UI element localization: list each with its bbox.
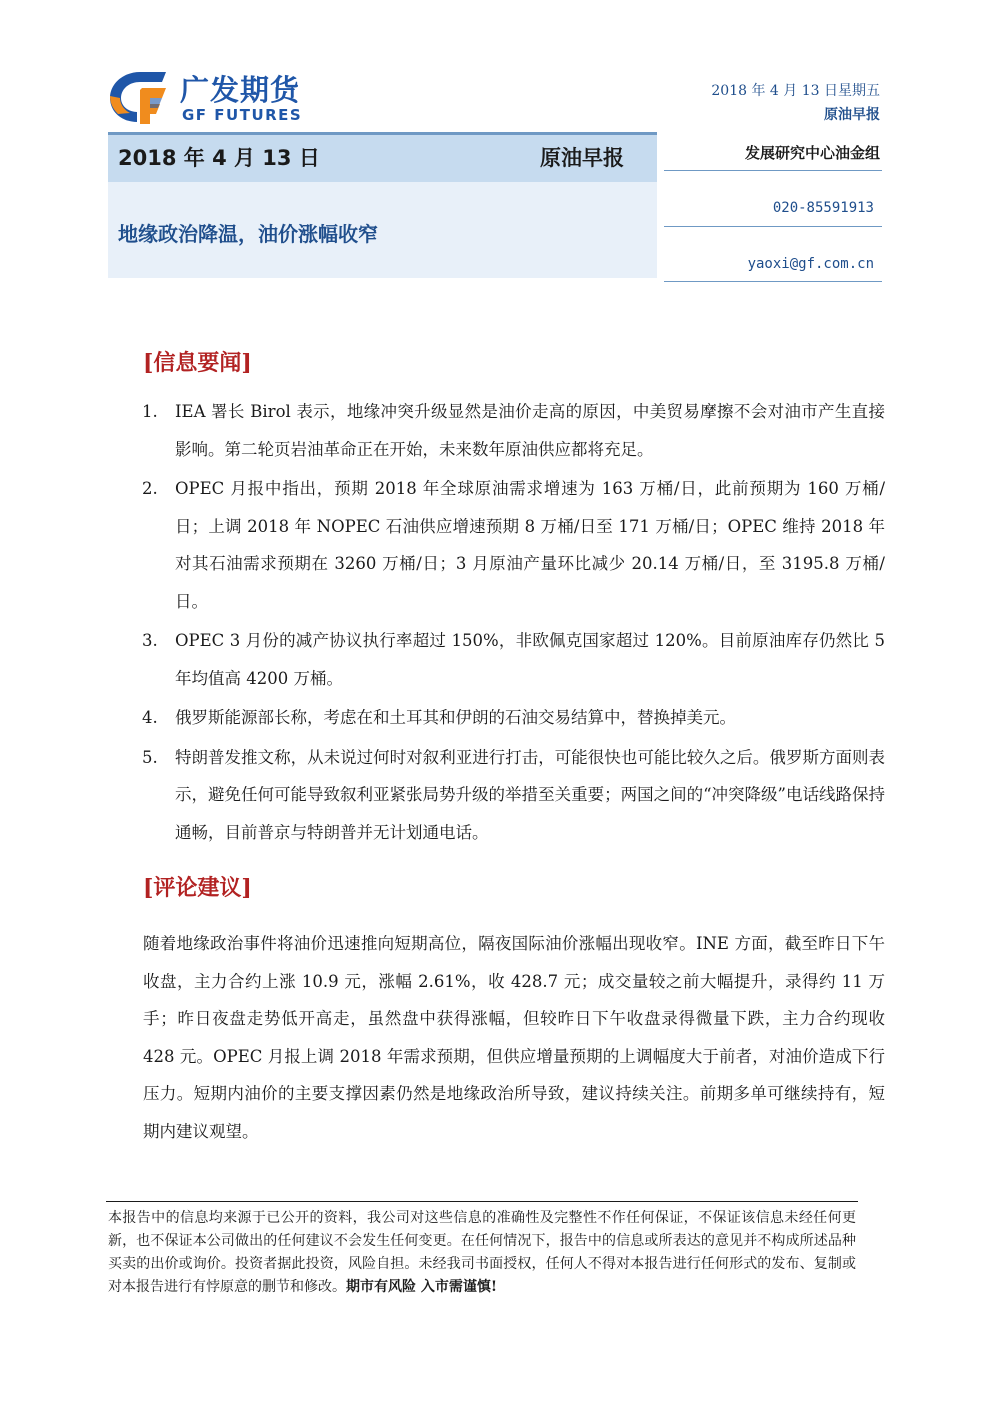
news-list: [140, 393, 885, 853]
divider: [664, 170, 882, 171]
logo-english-name: GF FUTURES: [182, 106, 303, 124]
list-item: [140, 699, 885, 737]
comment-section-title: [评论建议]: [143, 875, 252, 901]
disclaimer-text: 本报告中的信息均来源于已公开的资料，我公司对这些信息的准确性及完整性不作任何保证，不保证该信息未经任何更新，也不保证本公司做出的任何建议不会发生任何变更。在任何情况下，报告中的信息或所表达的意见并不构成所述品种买卖的出价或询价。投资者据此投资，风险自担。未经我司书面授权，任何人不得对本报告进行任何形式的发布、复制或对本报告进行有悖原意的删节和修改。: [108, 1210, 856, 1295]
comment-paragraph: 随着地缘政治事件将油价迅速推向短期高位，隔夜国际油价涨幅出现收窄。INE 方面，截至昨日下午收盘，主力合约上涨 10.9 元，涨幅 2.61%，收 428.7 元；成交量较之前大幅提升，录得约 11 万手；昨日夜盘走势低开高走，虽然盘中获得涨幅，但较昨日下午收盘录得微量下跌，主力合约现收 428 元。OPEC 月报上调 2018 年需求预期，但供应增量预期的上调幅度大于前者，对油价造成下行压力。短期内油价的主要支撑因素仍然是地缘政治所导致，建议持续关注。前期多单可继续持有，短期内建议观望。: [143, 934, 885, 1141]
report-date: 2018 年 4 月 13 日星期五: [711, 83, 880, 99]
report-type: 原油早报: [824, 107, 880, 123]
item-text: IEA 署长 Birol 表示，地缘冲突升级显然是油价走高的原因，中美贸易摩擦不会对油市产生直接影响。第二轮页岩油革命正在开始，未来数年原油供应都将充足。: [175, 402, 885, 459]
list-item: [140, 470, 885, 620]
list-item: [140, 393, 885, 468]
item-number: 5.: [142, 747, 158, 767]
disclaimer: [108, 1207, 856, 1299]
item-number: 1.: [142, 402, 158, 421]
company-logo: [106, 66, 366, 130]
phone-number: 020-85591913: [772, 200, 874, 216]
logo-chinese-name: 广发期货: [180, 73, 301, 107]
item-number: 2.: [142, 479, 158, 498]
item-text: 特朗普发推文称，从未说过何时对叙利亚进行打击，可能很快也可能比较久之后。俄罗斯方面则表示，避免任何可能导致叙利亚紧张局势升级的举措至关重要；两国之间的“冲突降级”电话线路保持通畅，目前普京与特朗普并无计划通电话。: [175, 747, 885, 842]
item-text: 俄罗斯能源部长称，考虑在和土耳其和伊朗的石油交易结算中，替换掉美元。: [175, 708, 736, 727]
list-item: [140, 622, 885, 697]
divider: [664, 226, 882, 227]
risk-warning: 期市有风险 入市需谨慎!: [346, 1279, 498, 1295]
divider: [664, 281, 882, 282]
headline: 地缘政治降温，油价涨幅收窄: [118, 222, 378, 246]
department: 发展研究中心油金组: [744, 144, 880, 162]
email-link[interactable]: yaoxi@gf.com.cn: [747, 256, 874, 272]
list-item: [140, 739, 885, 852]
disclaimer-divider: [106, 1201, 858, 1202]
banner-report-type: 原油早报: [540, 145, 624, 170]
item-text: OPEC 3 月份的减产协议执行率超过 150%，非欧佩克国家超过 120%。目前原油库存仍然比 5 年均值高 4200 万桶。: [175, 631, 885, 688]
item-text: OPEC 月报中指出，预期 2018 年全球原油需求增速为 163 万桶/日，此前预期为 160 万桶/日；上调 2018 年 NOPEC 石油供应增速预期 8 万桶/日至 171 万桶/日；OPEC 维持 2018 年对其石油需求预期在 3260 万桶/日；3 月原油产量环比减少 20.14 万桶/日，至 3195.8 万桶/日。: [175, 479, 885, 611]
item-number: 4.: [142, 708, 158, 727]
news-section-title: [信息要闻]: [143, 350, 252, 376]
gf-logo-icon: [106, 68, 176, 126]
item-number: 3.: [142, 631, 158, 650]
banner-date: 2018 年 4 月 13 日: [118, 146, 320, 170]
